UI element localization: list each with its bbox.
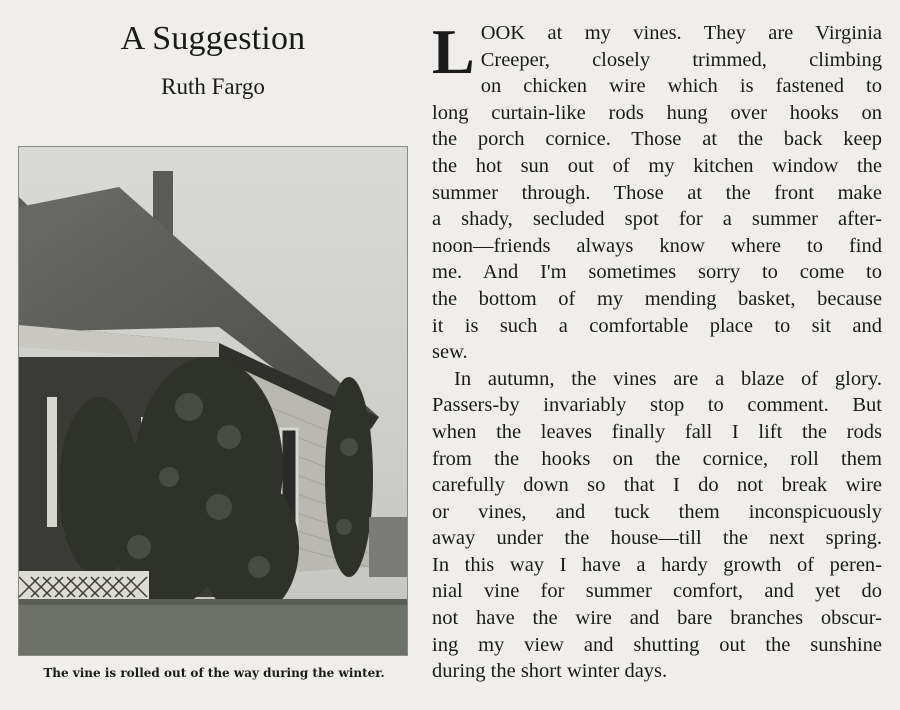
text-line: the porch cornice. Those at the back keep	[432, 128, 882, 151]
article-body	[432, 16, 882, 685]
text-line: In autumn, the vines are a blaze of glory.	[454, 367, 882, 390]
text-line: a shady, secluded spot for a summer after-	[432, 208, 882, 231]
article-title: A Suggestion	[120, 20, 306, 57]
photo-caption: The vine is rolled out of the way during the winter.	[43, 666, 385, 680]
text-line: when the leaves finally fall I lift the rods	[432, 420, 882, 443]
text-line: ing my view and shutting out the sunshine	[432, 633, 882, 656]
text-line: or vines, and tuck them inconspicuously	[432, 500, 882, 523]
article-author: Ruth Fargo	[161, 74, 265, 99]
text-line: me. And I'm sometimes sorry to come to	[432, 261, 882, 284]
paragraph-1	[432, 16, 882, 366]
text-line: carefully down so that I do not break wire	[432, 474, 882, 497]
text-line: on chicken wire which is fastened to	[480, 75, 882, 98]
text-line: not have the wire and bare branches obscur-	[432, 607, 882, 630]
text-line: Creeper, closely trimmed, climbing	[480, 48, 882, 71]
text-line: from the hooks on the cornice, roll them	[432, 447, 882, 470]
text-line: Passers-by invariably stop to comment. But	[432, 394, 882, 417]
text-line: OOK at my vines. They are Virginia	[480, 22, 882, 44]
text-line: away under the house—till the next spring.	[432, 527, 882, 550]
house-photo	[18, 146, 408, 656]
text-line: long curtain-like rods hung over hooks on	[432, 101, 882, 124]
text-line: In this way I have a hardy growth of peren-	[432, 553, 882, 576]
drop-cap: L	[432, 16, 475, 87]
left-column	[0, 0, 420, 710]
text-line: sew.	[432, 341, 468, 364]
text-line: nial vine for summer comfort, and yet do	[432, 580, 882, 603]
text-line: summer through. Those at the front make	[432, 181, 882, 204]
paragraph-2	[432, 366, 882, 685]
text-line: during the short winter days.	[432, 660, 668, 683]
text-line: the hot sun out of my kitchen window the	[432, 154, 882, 177]
text-line: the bottom of my mending basket, because	[432, 287, 882, 310]
house-illustration	[19, 147, 407, 655]
text-line: it is such a comfortable place to sit and	[432, 314, 882, 337]
text-line: noon—friends always know where to find	[432, 234, 882, 257]
lawn	[19, 599, 407, 655]
